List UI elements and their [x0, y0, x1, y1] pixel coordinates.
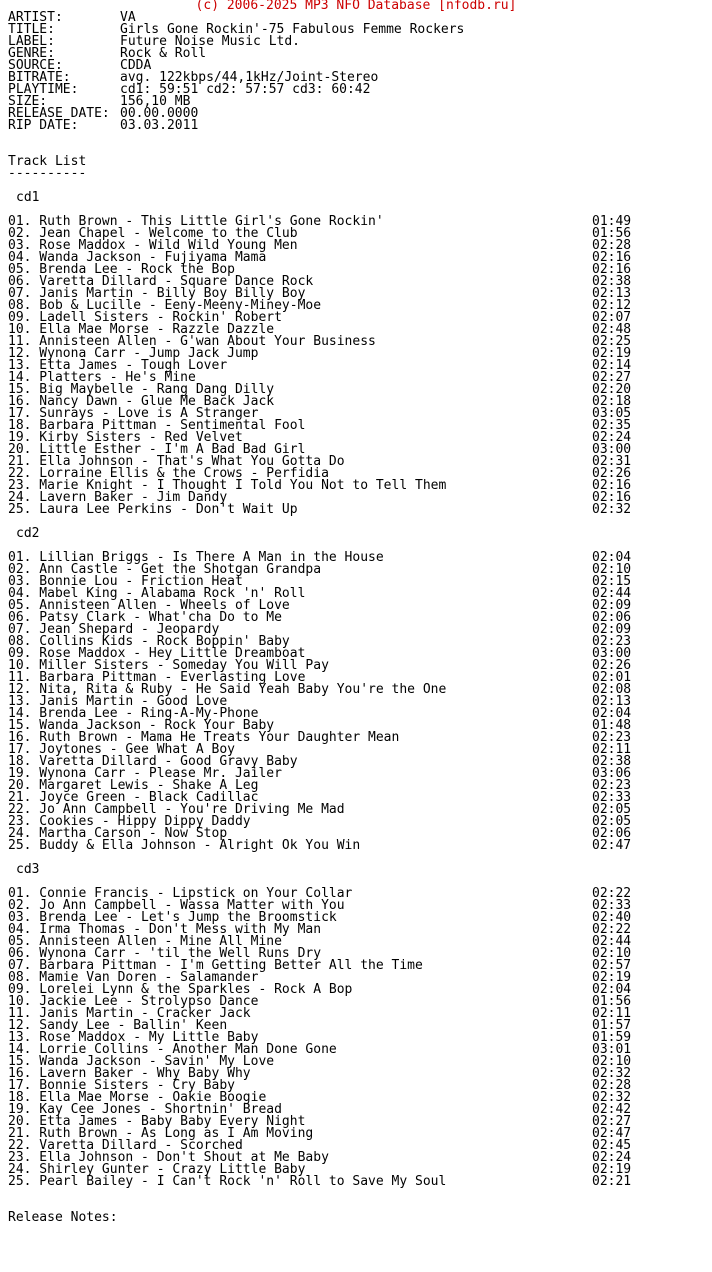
track-duration: 03:00: [592, 646, 632, 661]
tracklist-heading: Track List: [8, 154, 87, 169]
track-label: 09. Lorelei Lynn & the Sparkles - Rock A Bop: [8, 982, 353, 997]
track-label: 19. Kay Cee Jones - Shortnin' Bread: [8, 1102, 282, 1117]
track-row: [8, 504, 648, 516]
track-label: 11. Barbara Pittman - Everlasting Love: [8, 670, 306, 685]
track-label: 03. Rose Maddox - Wild Wild Young Men: [8, 238, 298, 253]
track-duration: 02:11: [592, 742, 632, 757]
track-duration: 02:11: [592, 1006, 632, 1021]
track-duration: 02:27: [592, 370, 632, 385]
track-label: 13. Rose Maddox - My Little Baby: [8, 1030, 259, 1045]
track-duration: 02:33: [592, 898, 632, 913]
track-label: 11. Janis Martin - Cracker Jack: [8, 1006, 251, 1021]
track-duration: 02:35: [592, 418, 632, 433]
track-list: [8, 552, 648, 852]
track-label: 09. Rose Maddox - Hey Little Dreamboat: [8, 646, 306, 661]
meta-key: LABEL:: [8, 34, 55, 49]
track-duration: 02:33: [592, 790, 632, 805]
track-list: [8, 888, 648, 1188]
track-duration: 02:44: [592, 934, 632, 949]
track-duration: 02:40: [592, 910, 632, 925]
track-label: 07. Jean Shepard - Jeopardy: [8, 622, 220, 637]
track-label: 25. Buddy & Ella Johnson - Alright Ok You Win: [8, 838, 361, 853]
track-label: 05. Annisteen Allen - Wheels of Love: [8, 598, 290, 613]
track-duration: 02:45: [592, 1138, 632, 1153]
track-duration: 02:42: [592, 1102, 632, 1117]
track-label: 04. Mabel King - Alabama Rock 'n' Roll: [8, 586, 306, 601]
meta-value: VA: [120, 10, 136, 25]
track-duration: 03:01: [592, 1042, 632, 1057]
track-duration: 02:38: [592, 274, 632, 289]
meta-key: RELEASE DATE:: [8, 106, 110, 121]
track-label: 07. Janis Martin - Billy Boy Billy Boy: [8, 286, 306, 301]
track-duration: 02:18: [592, 394, 632, 409]
track-duration: 03:00: [592, 442, 632, 457]
track-label: 01. Lillian Briggs - Is There A Man in the House: [8, 550, 384, 565]
track-label: 08. Mamie Van Doren - Salamander: [8, 970, 259, 985]
track-duration: 02:21: [592, 1174, 632, 1189]
meta-value: 156,10 MB: [120, 94, 191, 109]
track-duration: 02:22: [592, 886, 632, 901]
copyright-banner: (c) 2006-2025 MP3 NFO Database [nfodb.ru]: [195, 0, 517, 13]
track-label: 20. Little Esther - I'm A Bad Bad Girl: [8, 442, 306, 457]
track-label: 01. Ruth Brown - This Little Girl's Gone Rockin': [8, 214, 384, 229]
track-label: 23. Cookies - Hippy Dippy Daddy: [8, 814, 251, 829]
meta-key: BITRATE:: [8, 70, 71, 85]
track-label: 20. Etta James - Baby Baby Every Night: [8, 1114, 306, 1129]
track-label: 23. Marie Knight - I Thought I Told You Not to Tell Them: [8, 478, 447, 493]
track-duration: 02:05: [592, 814, 632, 829]
meta-value: CDDA: [120, 58, 152, 73]
track-label: 25. Pearl Bailey - I Can't Rock 'n' Roll to Save My Soul: [8, 1174, 447, 1189]
track-duration: 02:27: [592, 1114, 632, 1129]
track-label: 16. Nancy Dawn - Glue Me Back Jack: [8, 394, 275, 409]
track-label: 17. Joytones - Gee What A Boy: [8, 742, 235, 757]
track-duration: 02:32: [592, 502, 632, 517]
track-duration: 02:26: [592, 466, 632, 481]
track-label: 08. Collins Kids - Rock Boppin' Baby: [8, 634, 290, 649]
track-label: 17. Sunrays - Love is A Stranger: [8, 406, 259, 421]
meta-value: cd1: 59:51 cd2: 57:57 cd3: 60:42: [120, 82, 371, 97]
track-duration: 02:10: [592, 562, 632, 577]
track-label: 15. Wanda Jackson - Savin' My Love: [8, 1054, 275, 1069]
track-duration: 02:07: [592, 310, 632, 325]
track-label: 03. Brenda Lee - Let's Jump the Broomstick: [8, 910, 337, 925]
track-label: 13. Etta James - Tough Lover: [8, 358, 228, 373]
track-label: 12. Wynona Carr - Jump Jack Jump: [8, 346, 259, 361]
track-duration: 02:10: [592, 1054, 632, 1069]
track-duration: 01:48: [592, 718, 632, 733]
track-duration: 02:12: [592, 298, 632, 313]
track-label: 07. Barbara Pittman - I'm Getting Better All the Time: [8, 958, 423, 973]
track-label: 15. Wanda Jackson - Rock Your Baby: [8, 718, 275, 733]
track-label: 04. Wanda Jackson - Fujiyama Mama: [8, 250, 267, 265]
track-duration: 01:59: [592, 1030, 632, 1045]
track-label: 06. Patsy Clark - What'cha Do to Me: [8, 610, 282, 625]
track-duration: 02:20: [592, 382, 632, 397]
track-label: 14. Brenda Lee - Ring-A-My-Phone: [8, 706, 259, 721]
track-label: 09. Ladell Sisters - Rockin' Robert: [8, 310, 282, 325]
track-label: 22. Varetta Dillard - Scorched: [8, 1138, 243, 1153]
track-label: 18. Barbara Pittman - Sentimental Fool: [8, 418, 306, 433]
track-duration: 02:13: [592, 286, 632, 301]
track-label: 01. Connie Francis - Lipstick on Your Collar: [8, 886, 353, 901]
track-duration: 01:56: [592, 226, 632, 241]
track-label: 02. Jean Chapel - Welcome to the Club: [8, 226, 298, 241]
track-label: 02. Jo Ann Campbell - Wassa Matter with You: [8, 898, 345, 913]
track-label: 21. Joyce Green - Black Cadillac: [8, 790, 259, 805]
track-label: 24. Shirley Gunter - Crazy Little Baby: [8, 1162, 306, 1177]
track-label: 14. Lorrie Collins - Another Man Done Gone: [8, 1042, 337, 1057]
meta-key: ARTIST:: [8, 10, 63, 25]
track-label: 24. Martha Carson - Now Stop: [8, 826, 228, 841]
track-duration: 02:04: [592, 550, 632, 565]
track-duration: 02:38: [592, 754, 632, 769]
track-duration: 02:31: [592, 454, 632, 469]
track-label: 23. Ella Johnson - Don't Shout at Me Baby: [8, 1150, 329, 1165]
track-duration: 02:09: [592, 598, 632, 613]
track-duration: 01:49: [592, 214, 632, 229]
track-duration: 02:05: [592, 802, 632, 817]
track-duration: 02:22: [592, 922, 632, 937]
track-label: 16. Lavern Baker - Why Baby Why: [8, 1066, 251, 1081]
meta-key: GENRE:: [8, 46, 55, 61]
track-label: 11. Annisteen Allen - G'wan About Your Business: [8, 334, 376, 349]
track-duration: 02:28: [592, 1078, 632, 1093]
track-list: [8, 216, 648, 516]
track-label: 18. Ella Mae Morse - Oakie Boogie: [8, 1090, 267, 1105]
track-label: 24. Lavern Baker - Jim Dandy: [8, 490, 228, 505]
meta-key: PLAYTIME:: [8, 82, 79, 97]
track-label: 05. Brenda Lee - Rock the Bop: [8, 262, 235, 277]
meta-value: Girls Gone Rockin'-75 Fabulous Femme Rockers: [120, 22, 465, 37]
track-label: 22. Lorraine Ellis & the Crows - Perfidia: [8, 466, 329, 481]
track-duration: 02:04: [592, 706, 632, 721]
track-label: 16. Ruth Brown - Mama He Treats Your Daughter Mean: [8, 730, 400, 745]
track-label: 13. Janis Martin - Good Love: [8, 694, 228, 709]
track-duration: 02:16: [592, 478, 632, 493]
meta-value: 00.00.0000: [120, 106, 199, 121]
meta-value: avg. 122kbps/44,1kHz/Joint-Stereo: [120, 70, 379, 85]
track-label: 08. Bob & Lucille - Eeny-Meeny-Miney-Moe: [8, 298, 322, 313]
track-duration: 02:32: [592, 1090, 632, 1105]
track-duration: 02:10: [592, 946, 632, 961]
track-label: 17. Bonnie Sisters - Cry Baby: [8, 1078, 235, 1093]
meta-value: Future Noise Music Ltd.: [120, 34, 301, 49]
tracklist-divider: ----------: [8, 166, 87, 181]
track-label: 02. Ann Castle - Get the Shotgan Grandpa: [8, 562, 322, 577]
meta-key: RIP DATE:: [8, 118, 79, 133]
disc-title: cd3: [16, 862, 40, 877]
track-label: 18. Varetta Dillard - Good Gravy Baby: [8, 754, 298, 769]
track-label: 10. Ella Mae Morse - Razzle Dazzle: [8, 322, 275, 337]
track-duration: 02:48: [592, 322, 632, 337]
track-row: [8, 840, 648, 852]
track-duration: 02:04: [592, 982, 632, 997]
track-label: 25. Laura Lee Perkins - Don't Wait Up: [8, 502, 298, 517]
track-label: 19. Wynona Carr - Please Mr. Jailer: [8, 766, 282, 781]
track-duration: 02:16: [592, 250, 632, 265]
track-duration: 02:23: [592, 778, 632, 793]
track-label: 06. Varetta Dillard - Square Dance Rock: [8, 274, 314, 289]
track-label: 10. Miller Sisters - Someday You Will Pay: [8, 658, 329, 673]
disc-title: cd1: [16, 190, 40, 205]
track-label: 20. Margaret Lewis - Shake A Leg: [8, 778, 259, 793]
disc-title: cd2: [16, 526, 40, 541]
meta-key: SOURCE:: [8, 58, 63, 73]
track-duration: 02:32: [592, 1066, 632, 1081]
track-label: 22. Jo Ann Campbell - You're Driving Me Mad: [8, 802, 345, 817]
track-duration: 03:06: [592, 766, 632, 781]
meta-value: Rock & Roll: [120, 46, 207, 61]
track-duration: 02:15: [592, 574, 632, 589]
track-label: 14. Platters - He's Mine: [8, 370, 196, 385]
track-label: 12. Sandy Lee - Ballin' Keen: [8, 1018, 228, 1033]
track-duration: 02:57: [592, 958, 632, 973]
track-duration: 02:28: [592, 238, 632, 253]
release-notes-label: Release Notes:: [8, 1210, 118, 1225]
track-label: 19. Kirby Sisters - Red Velvet: [8, 430, 243, 445]
track-duration: 02:24: [592, 1150, 632, 1165]
track-duration: 01:57: [592, 1018, 632, 1033]
track-label: 05. Annisteen Allen - Mine All Mine: [8, 934, 282, 949]
track-label: 03. Bonnie Lou - Friction Heat: [8, 574, 243, 589]
track-label: 21. Ruth Brown - As Long as I Am Moving: [8, 1126, 314, 1141]
track-duration: 02:44: [592, 586, 632, 601]
track-duration: 02:09: [592, 622, 632, 637]
track-label: 10. Jackie Lee - Strolypso Dance: [8, 994, 259, 1009]
track-duration: 02:24: [592, 430, 632, 445]
track-duration: 02:26: [592, 658, 632, 673]
track-duration: 02:16: [592, 490, 632, 505]
track-duration: 03:05: [592, 406, 632, 421]
track-label: 06. Wynona Carr - 'til the Well Runs Dry: [8, 946, 322, 961]
track-duration: 02:14: [592, 358, 632, 373]
track-label: 04. Irma Thomas - Don't Mess with My Man: [8, 922, 322, 937]
meta-value: 03.03.2011: [120, 118, 199, 133]
track-duration: 02:19: [592, 1162, 632, 1177]
track-duration: 02:06: [592, 610, 632, 625]
track-label: 21. Ella Johnson - That's What You Gotta Do: [8, 454, 345, 469]
track-duration: 02:23: [592, 730, 632, 745]
track-duration: 02:16: [592, 262, 632, 277]
meta-key: TITLE:: [8, 22, 55, 37]
track-label: 15. Big Maybelle - Rang Dang Dilly: [8, 382, 275, 397]
track-duration: 02:08: [592, 682, 632, 697]
track-duration: 02:13: [592, 694, 632, 709]
track-row: [8, 1176, 648, 1188]
track-duration: 01:56: [592, 994, 632, 1009]
track-duration: 02:25: [592, 334, 632, 349]
meta-key: SIZE:: [8, 94, 48, 109]
track-duration: 02:19: [592, 970, 632, 985]
track-duration: 02:19: [592, 346, 632, 361]
track-duration: 02:01: [592, 670, 632, 685]
track-duration: 02:47: [592, 838, 632, 853]
track-duration: 02:06: [592, 826, 632, 841]
track-label: 12. Nita, Rita & Ruby - He Said Yeah Baby You're the One: [8, 682, 447, 697]
track-duration: 02:47: [592, 1126, 632, 1141]
track-duration: 02:23: [592, 634, 632, 649]
